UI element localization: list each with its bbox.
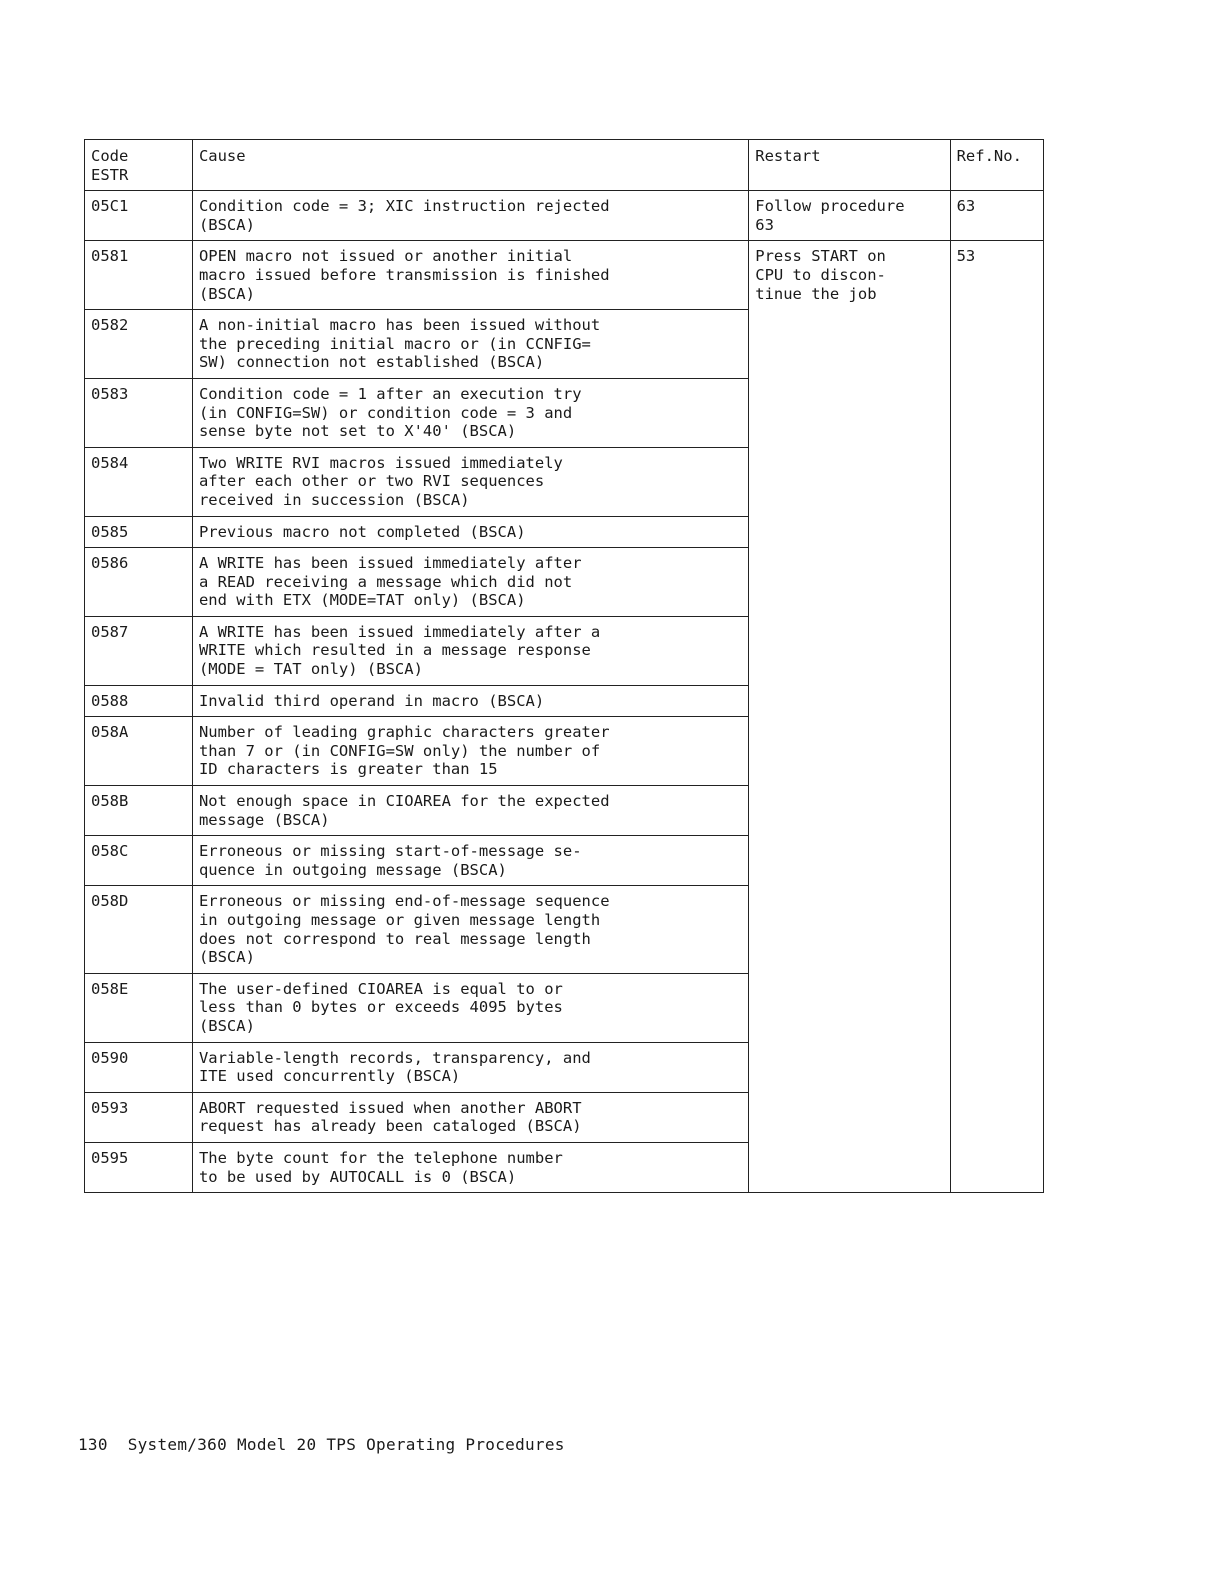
code-cell: 0593 [85,1092,193,1142]
code-cell: 05C1 [85,191,193,241]
page-footer [78,1435,565,1454]
code-cell: 058C [85,836,193,886]
code-cell: 0582 [85,310,193,379]
code-cell: 0584 [85,447,193,516]
header-ref-no: Ref.No. [950,140,1043,191]
code-cell: 0587 [85,616,193,685]
header-cause: Cause [192,140,748,191]
code-cell: 0595 [85,1142,193,1192]
cause-cell: The user-defined CIOAREA is equal to or less than 0 bytes or exceeds 4095 bytes (BSCA) [192,973,748,1042]
header-restart: Restart [749,140,950,191]
table-row [85,241,1044,310]
code-cell: 058B [85,786,193,836]
cause-cell: A WRITE has been issued immediately after a READ receiving a message which did not end with ETX (MODE=TAT only) (BSCA) [192,548,748,617]
restart-cell: Press START on CPU to discon- tinue the job [749,241,950,1193]
document-title: System/360 Model 20 TPS Operating Procedures [127,1435,565,1454]
code-cell: 0590 [85,1042,193,1092]
table-header-row [85,140,1044,191]
cause-cell: Two WRITE RVI macros issued immediately after each other or two RVI sequences received in succession (BSCA) [192,447,748,516]
code-cell: 0581 [85,241,193,310]
cause-cell: A non-initial macro has been issued without the preceding initial macro or (in CCNFIG= SW) connection not established (BSCA) [192,310,748,379]
code-cell: 0583 [85,378,193,447]
cause-cell: Condition code = 1 after an execution try (in CONFIG=SW) or condition code = 3 and sense byte not set to X'40' (BSCA) [192,378,748,447]
header-code: Code ESTR [85,140,193,191]
code-cell: 0586 [85,548,193,617]
cause-cell: ABORT requested issued when another ABORT request has already been cataloged (BSCA) [192,1092,748,1142]
cause-cell: Not enough space in CIOAREA for the expected message (BSCA) [192,786,748,836]
ref-no-cell: 63 [950,191,1043,241]
cause-cell: A WRITE has been issued immediately after a WRITE which resulted in a message response (MODE = TAT only) (BSCA) [192,616,748,685]
table-row [85,191,1044,241]
cause-cell: OPEN macro not issued or another initial macro issued before transmission is finished (BSCA) [192,241,748,310]
code-cell: 058D [85,886,193,973]
cause-cell: Previous macro not completed (BSCA) [192,516,748,548]
error-code-table [84,139,1044,1193]
cause-cell: Erroneous or missing start-of-message se- quence in outgoing message (BSCA) [192,836,748,886]
code-cell: 058A [85,717,193,786]
cause-cell: The byte count for the telephone number to be used by AUTOCALL is 0 (BSCA) [192,1142,748,1192]
code-cell: 058E [85,973,193,1042]
cause-cell: Number of leading graphic characters greater than 7 or (in CONFIG=SW only) the number of ID characters is greater than 15 [192,717,748,786]
code-cell: 0588 [85,685,193,717]
cause-cell: Variable-length records, transparency, and ITE used concurrently (BSCA) [192,1042,748,1092]
cause-cell: Invalid third operand in macro (BSCA) [192,685,748,717]
cause-cell: Condition code = 3; XIC instruction rejected (BSCA) [192,191,748,241]
restart-cell: Follow procedure 63 [749,191,950,241]
page-number: 130 [78,1435,108,1454]
ref-no-cell: 53 [950,241,1043,1193]
cause-cell: Erroneous or missing end-of-message sequence in outgoing message or given message length does not correspond to real message length (BSCA) [192,886,748,973]
code-cell: 0585 [85,516,193,548]
